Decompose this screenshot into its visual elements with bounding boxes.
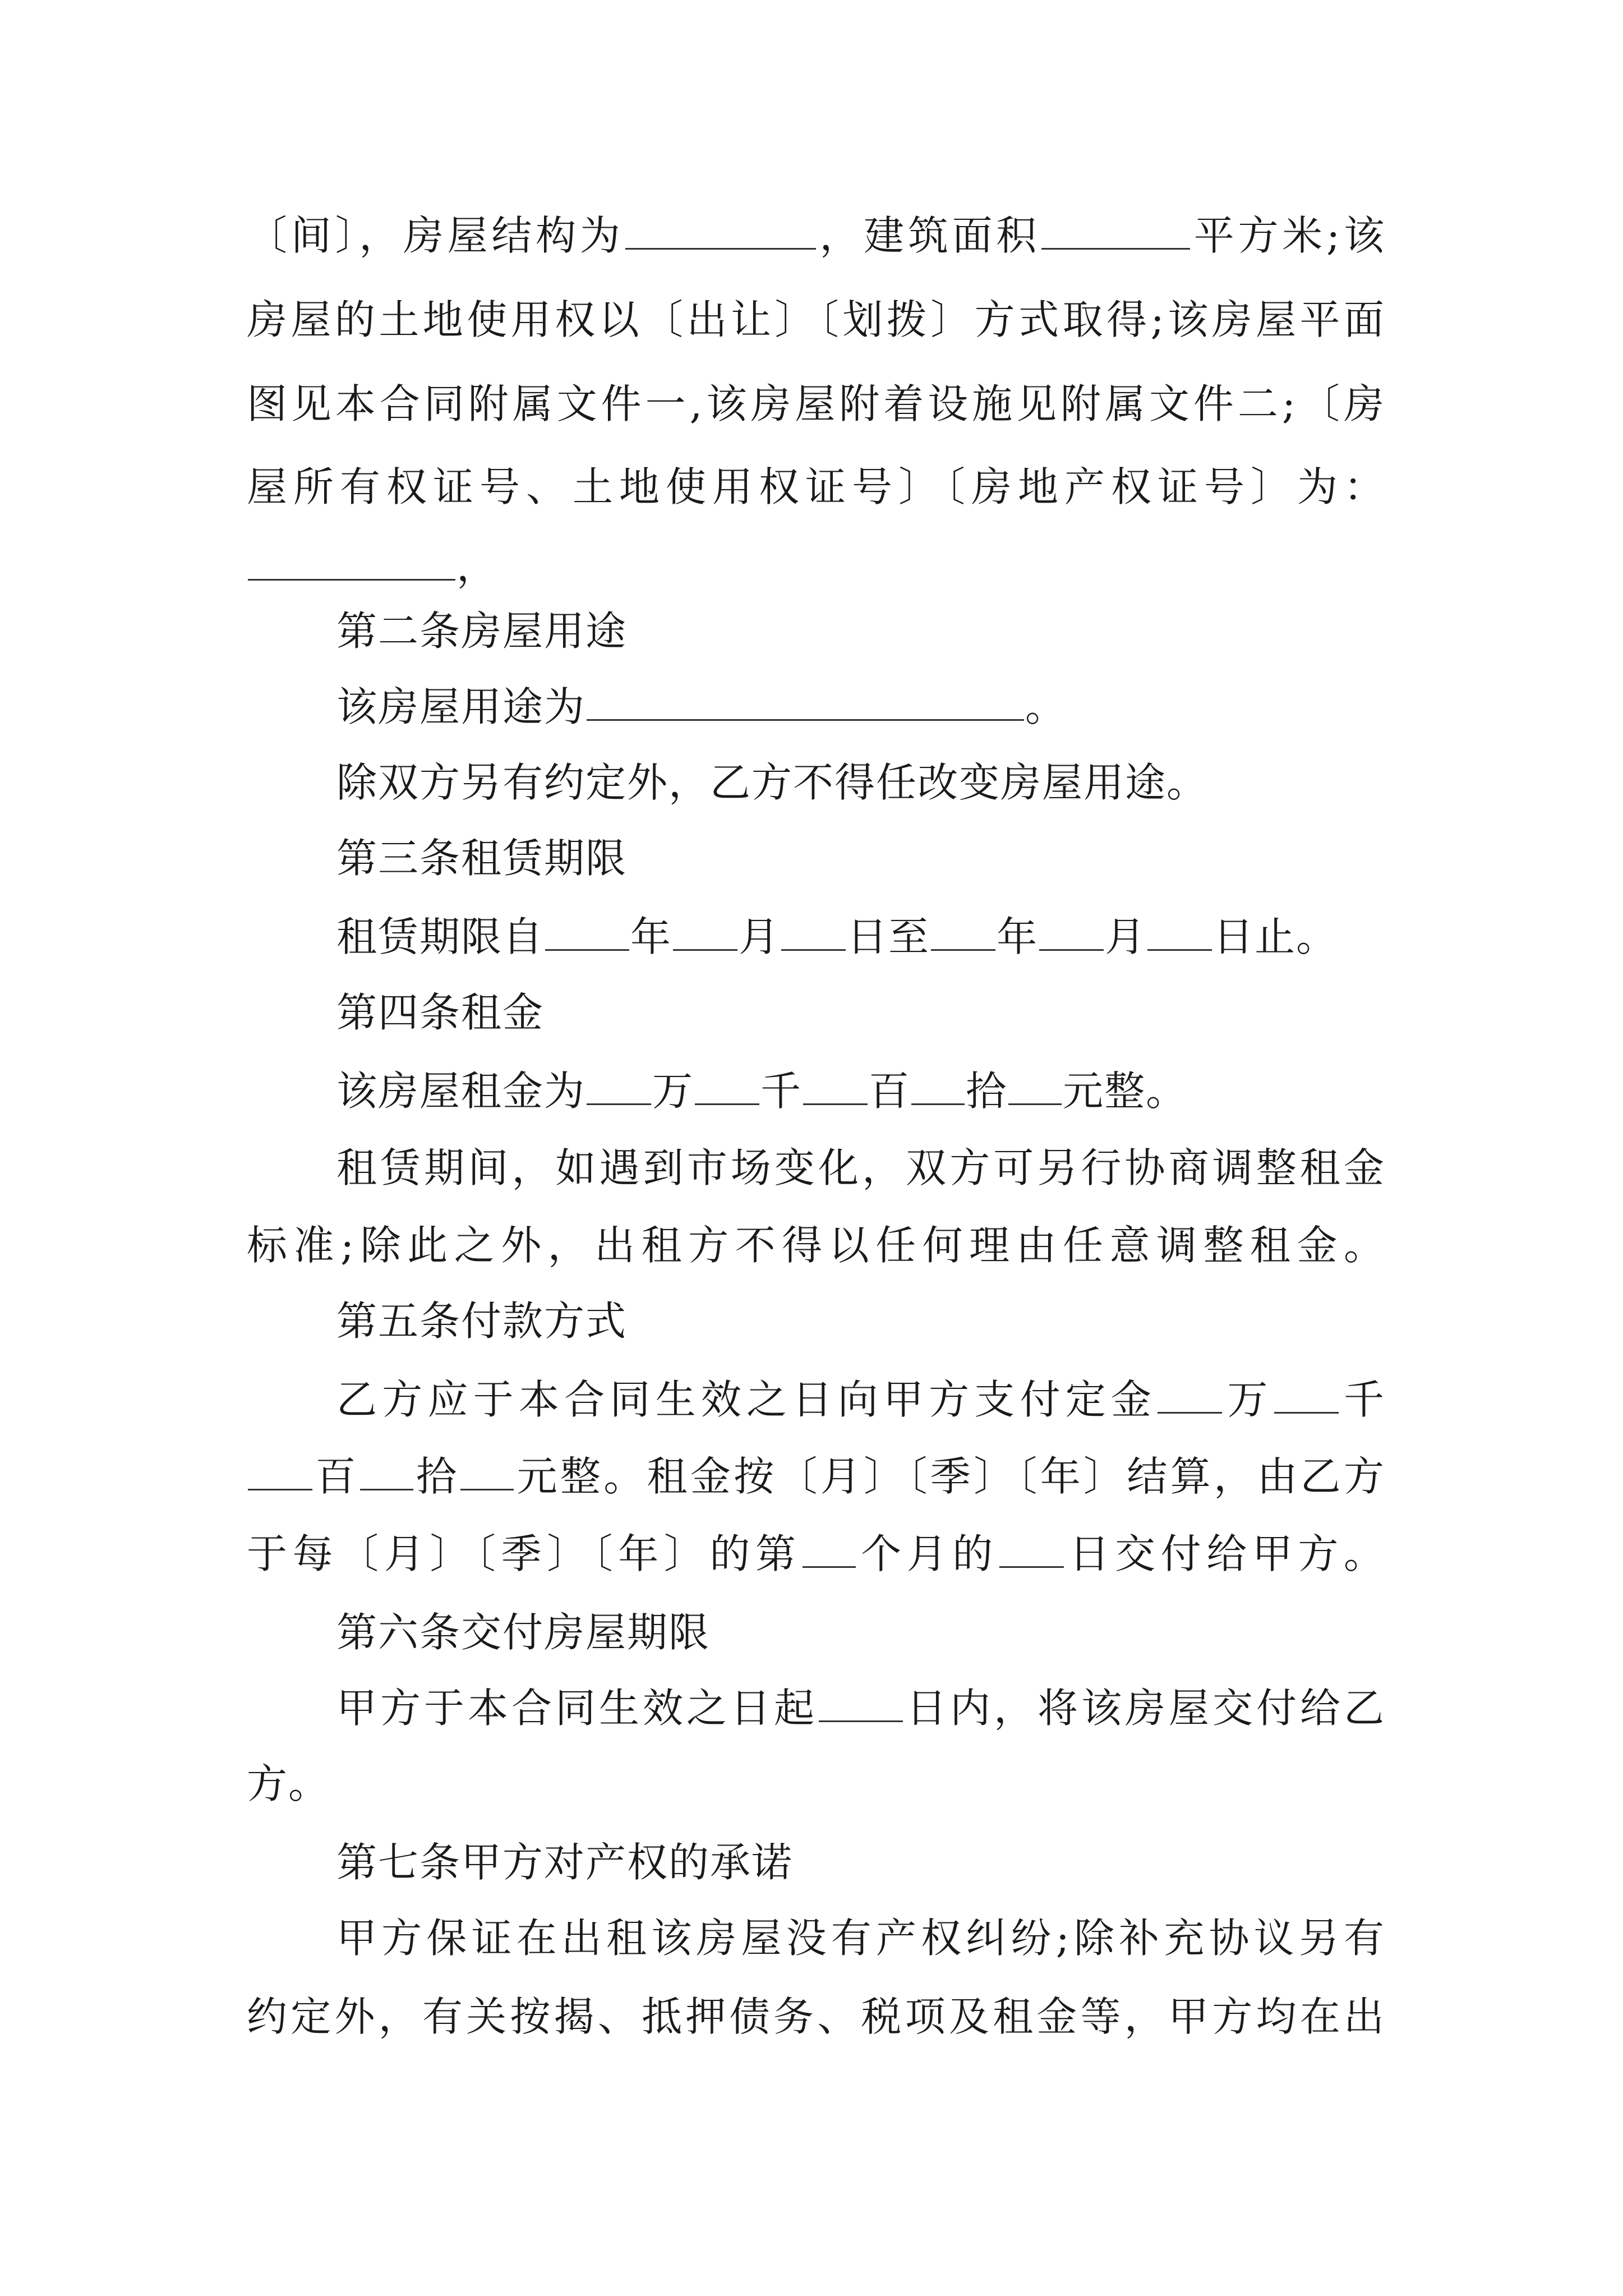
section-heading: 第四条租金 <box>336 989 545 1036</box>
fill-blank <box>587 685 1024 721</box>
text-line: ， <box>247 539 1385 595</box>
fill-blank <box>587 1070 651 1105</box>
section-heading: 第三条租赁期限 <box>336 835 628 882</box>
text-line: 于每〔月〕〔季〕〔年〕的第 个月的 日交付给甲方。 <box>247 1530 1385 1577</box>
section-heading: 第六条交付房屋期限 <box>336 1609 711 1656</box>
fill-blank <box>1274 1378 1339 1414</box>
fill-blank <box>803 1533 856 1568</box>
text-line: 〔间〕，房屋结构为 ，建筑面积 平方米;该 <box>247 212 1385 259</box>
fill-blank <box>803 1070 868 1105</box>
fill-blank <box>931 915 995 951</box>
text-line: 除双方另有约定外，乙方不得任改变房屋用途。 <box>336 759 1209 806</box>
fill-blank <box>625 214 816 250</box>
fill-blank <box>1008 1070 1062 1105</box>
text-line: 甲方保证在出租该房屋没有产权纠纷;除补充协议另有 <box>336 1915 1385 1962</box>
fill-blank <box>360 1455 413 1490</box>
fill-blank <box>999 1533 1064 1568</box>
fill-blank <box>545 915 629 951</box>
fill-blank <box>248 1455 312 1490</box>
text-line: 租赁期限自 年 月 日至 年 月 日止。 <box>336 913 1338 960</box>
section-heading: 第五条付款方式 <box>336 1297 628 1345</box>
fill-blank <box>1147 915 1212 951</box>
text-line: 租赁期间，如遇到市场变化，双方可另行协商调整租金 <box>336 1144 1385 1191</box>
fill-blank <box>911 1070 965 1105</box>
fill-blank <box>781 915 846 951</box>
text-line: 该房屋用途为 。 <box>336 683 1067 730</box>
fill-blank <box>1039 915 1104 951</box>
text-line: 房屋的土地使用权以〔出让〕〔划拨〕方式取得;该房屋平面 <box>247 296 1385 343</box>
text-line: 屋所有权证号、土地使用权证号〕〔房地产权证号〕为： <box>247 463 1385 510</box>
text-line: 乙方应于本合同生效之日向甲方支付定金 万 千 <box>336 1376 1385 1423</box>
fill-blank <box>695 1070 759 1105</box>
text-line: 图见本合同附属文件一,该房屋附着设施见附属文件二;〔房 <box>247 380 1385 427</box>
text-line: 方。 <box>247 1760 330 1807</box>
text-line: 该房屋租金为 万 千 百 拾 元整。 <box>336 1068 1188 1115</box>
fill-blank <box>248 545 455 581</box>
fill-blank <box>1158 1378 1222 1414</box>
section-heading: 第七条甲方对产权的承诺 <box>336 1839 794 1886</box>
text-line: 百 拾 元整。租金按〔月〕〔季〕〔年〕结算，由乙方 <box>247 1448 1385 1504</box>
fill-blank <box>673 915 737 951</box>
text-line: 标准;除此之外，出租方不得以任何理由任意调整租金。 <box>247 1222 1385 1269</box>
text-line: 甲方于本合同生效之日起 日内，将该房屋交付给乙 <box>336 1685 1385 1732</box>
section-heading: 第二条房屋用途 <box>336 608 628 655</box>
fill-blank <box>819 1687 903 1722</box>
text-line: 约定外，有关按揭、抵押债务、税项及租金等，甲方均在出 <box>247 1993 1385 2040</box>
fill-blank <box>1041 214 1190 250</box>
fill-blank <box>460 1455 514 1490</box>
